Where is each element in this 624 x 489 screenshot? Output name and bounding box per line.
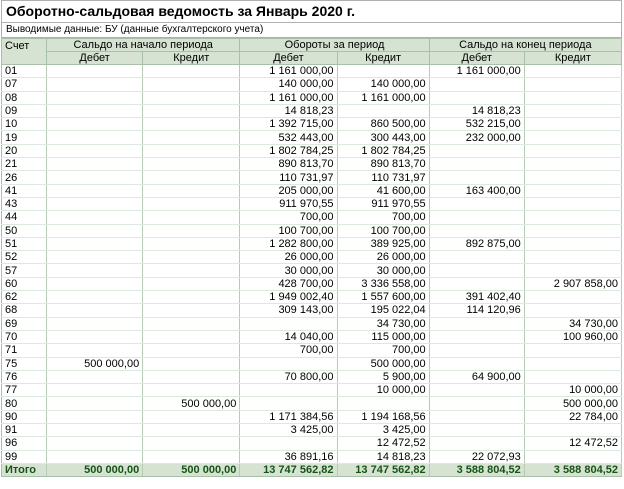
value-cell[interactable] bbox=[429, 211, 524, 224]
value-cell[interactable]: 12 472,52 bbox=[524, 437, 621, 450]
value-cell[interactable]: 532 215,00 bbox=[429, 118, 524, 131]
value-cell[interactable]: 140 000,00 bbox=[337, 78, 429, 91]
value-cell[interactable] bbox=[143, 424, 240, 437]
closing-credit-header: Кредит bbox=[524, 52, 621, 65]
table-row bbox=[2, 330, 622, 343]
account-cell[interactable]: 20 bbox=[2, 144, 47, 157]
table-row bbox=[2, 78, 622, 91]
table-row bbox=[2, 357, 622, 370]
turnover-debit-header: Дебет bbox=[240, 52, 337, 65]
account-cell[interactable]: 21 bbox=[2, 158, 47, 171]
value-cell[interactable]: 100 700,00 bbox=[240, 224, 337, 237]
value-cell[interactable]: 1 802 784,25 bbox=[240, 144, 337, 157]
value-cell[interactable] bbox=[524, 237, 621, 250]
table-row bbox=[2, 410, 622, 423]
value-cell[interactable] bbox=[143, 277, 240, 290]
value-cell[interactable] bbox=[143, 384, 240, 397]
value-cell[interactable] bbox=[143, 184, 240, 197]
opening-credit-header: Кредит bbox=[143, 52, 240, 65]
value-cell[interactable] bbox=[143, 211, 240, 224]
value-cell[interactable]: 22 784,00 bbox=[524, 410, 621, 423]
table-row bbox=[2, 184, 622, 197]
account-cell[interactable]: 43 bbox=[2, 197, 47, 210]
value-cell[interactable] bbox=[429, 437, 524, 450]
account-cell[interactable]: 51 bbox=[2, 237, 47, 250]
account-cell[interactable]: 08 bbox=[2, 91, 47, 104]
value-cell[interactable] bbox=[524, 78, 621, 91]
total-value-cell[interactable]: 500 000,00 bbox=[47, 463, 143, 476]
value-cell[interactable]: 700,00 bbox=[240, 211, 337, 224]
account-cell[interactable]: 68 bbox=[2, 304, 47, 317]
value-cell[interactable]: 64 900,00 bbox=[429, 370, 524, 383]
account-cell[interactable]: 90 bbox=[2, 410, 47, 423]
account-cell[interactable]: 76 bbox=[2, 370, 47, 383]
value-cell[interactable] bbox=[429, 357, 524, 370]
balance-sheet-report bbox=[1, 0, 622, 477]
value-cell[interactable] bbox=[47, 304, 143, 317]
value-cell[interactable]: 26 000,00 bbox=[337, 251, 429, 264]
value-cell[interactable] bbox=[143, 317, 240, 330]
value-cell[interactable]: 14 818,23 bbox=[240, 104, 337, 117]
value-cell[interactable]: 5 900,00 bbox=[337, 370, 429, 383]
value-cell[interactable] bbox=[143, 171, 240, 184]
table-row bbox=[2, 224, 622, 237]
value-cell[interactable]: 232 000,00 bbox=[429, 131, 524, 144]
table-row bbox=[2, 118, 622, 131]
total-label-cell[interactable]: Итого bbox=[2, 463, 47, 476]
value-cell[interactable] bbox=[47, 237, 143, 250]
account-cell[interactable]: 50 bbox=[2, 224, 47, 237]
value-cell[interactable] bbox=[429, 330, 524, 343]
value-cell[interactable]: 1 171 384,56 bbox=[240, 410, 337, 423]
closing-debit-header: Дебет bbox=[429, 52, 524, 65]
value-cell[interactable]: 100 700,00 bbox=[337, 224, 429, 237]
value-cell[interactable]: 532 443,00 bbox=[240, 131, 337, 144]
table-row bbox=[2, 304, 622, 317]
account-cell[interactable]: 01 bbox=[2, 65, 47, 78]
value-cell[interactable]: 34 730,00 bbox=[337, 317, 429, 330]
account-cell[interactable]: 07 bbox=[2, 78, 47, 91]
value-cell[interactable] bbox=[47, 277, 143, 290]
value-cell[interactable] bbox=[143, 330, 240, 343]
value-cell[interactable] bbox=[429, 424, 524, 437]
account-cell[interactable]: 52 bbox=[2, 251, 47, 264]
value-cell[interactable] bbox=[47, 211, 143, 224]
opening-balance-group-header: Сальдо на начало периода bbox=[47, 39, 240, 52]
value-cell[interactable] bbox=[47, 330, 143, 343]
account-cell[interactable]: 69 bbox=[2, 317, 47, 330]
table-row bbox=[2, 251, 622, 264]
value-cell[interactable] bbox=[47, 410, 143, 423]
value-cell[interactable]: 911 970,55 bbox=[337, 197, 429, 210]
table-row bbox=[2, 144, 622, 157]
value-cell[interactable] bbox=[524, 197, 621, 210]
total-value-cell[interactable]: 3 588 804,52 bbox=[429, 463, 524, 476]
value-cell[interactable] bbox=[47, 118, 143, 131]
value-cell[interactable]: 41 600,00 bbox=[337, 184, 429, 197]
opening-debit-header: Дебет bbox=[47, 52, 143, 65]
value-cell[interactable]: 1 949 002,40 bbox=[240, 291, 337, 304]
value-cell[interactable]: 3 336 558,00 bbox=[337, 277, 429, 290]
value-cell[interactable] bbox=[429, 410, 524, 423]
closing-balance-group-header: Сальдо на конец периода bbox=[429, 39, 621, 52]
value-cell[interactable] bbox=[240, 317, 337, 330]
table-row bbox=[2, 264, 622, 277]
value-cell[interactable] bbox=[524, 65, 621, 78]
value-cell[interactable]: 70 800,00 bbox=[240, 370, 337, 383]
value-cell[interactable] bbox=[524, 118, 621, 131]
value-cell[interactable] bbox=[143, 410, 240, 423]
table-row bbox=[2, 317, 622, 330]
account-cell[interactable]: 70 bbox=[2, 330, 47, 343]
value-cell[interactable] bbox=[429, 91, 524, 104]
value-cell[interactable] bbox=[47, 197, 143, 210]
value-cell[interactable] bbox=[47, 251, 143, 264]
report-subtitle: Выводимые данные: БУ (данные бухгалтерского учета) bbox=[1, 23, 622, 38]
account-cell[interactable]: 71 bbox=[2, 344, 47, 357]
value-cell[interactable]: 911 970,55 bbox=[240, 197, 337, 210]
value-cell[interactable]: 3 425,00 bbox=[240, 424, 337, 437]
table-row bbox=[2, 397, 622, 410]
value-cell[interactable]: 500 000,00 bbox=[524, 397, 621, 410]
value-cell[interactable]: 22 072,93 bbox=[429, 450, 524, 463]
value-cell[interactable] bbox=[47, 397, 143, 410]
value-cell[interactable] bbox=[47, 264, 143, 277]
value-cell[interactable] bbox=[337, 65, 429, 78]
value-cell[interactable]: 34 730,00 bbox=[524, 317, 621, 330]
value-cell[interactable] bbox=[143, 291, 240, 304]
value-cell[interactable] bbox=[240, 397, 337, 410]
value-cell[interactable] bbox=[47, 424, 143, 437]
value-cell[interactable] bbox=[524, 344, 621, 357]
value-cell[interactable]: 309 143,00 bbox=[240, 304, 337, 317]
total-row bbox=[2, 463, 622, 476]
value-cell[interactable]: 30 000,00 bbox=[240, 264, 337, 277]
table-row bbox=[2, 131, 622, 144]
total-value-cell[interactable]: 13 747 562,82 bbox=[240, 463, 337, 476]
value-cell[interactable] bbox=[143, 437, 240, 450]
value-cell[interactable] bbox=[143, 144, 240, 157]
table-row bbox=[2, 104, 622, 117]
table-row bbox=[2, 91, 622, 104]
account-cell[interactable]: 77 bbox=[2, 384, 47, 397]
value-cell[interactable]: 1 161 000,00 bbox=[429, 65, 524, 78]
value-cell[interactable] bbox=[47, 384, 143, 397]
account-cell[interactable]: 44 bbox=[2, 211, 47, 224]
value-cell[interactable]: 500 000,00 bbox=[143, 397, 240, 410]
account-column-header: Счет bbox=[2, 39, 47, 65]
value-cell[interactable] bbox=[524, 184, 621, 197]
value-cell[interactable] bbox=[143, 237, 240, 250]
value-cell[interactable]: 2 907 858,00 bbox=[524, 277, 621, 290]
value-cell[interactable] bbox=[429, 277, 524, 290]
value-cell[interactable] bbox=[524, 91, 621, 104]
account-cell[interactable]: 80 bbox=[2, 397, 47, 410]
value-cell[interactable]: 1 161 000,00 bbox=[240, 91, 337, 104]
value-cell[interactable]: 100 960,00 bbox=[524, 330, 621, 343]
value-cell[interactable] bbox=[524, 224, 621, 237]
value-cell[interactable]: 3 425,00 bbox=[337, 424, 429, 437]
account-cell[interactable]: 99 bbox=[2, 450, 47, 463]
table-row bbox=[2, 424, 622, 437]
value-cell[interactable] bbox=[429, 344, 524, 357]
value-cell[interactable]: 890 813,70 bbox=[240, 158, 337, 171]
value-cell[interactable] bbox=[240, 357, 337, 370]
value-cell[interactable]: 1 557 600,00 bbox=[337, 291, 429, 304]
value-cell[interactable]: 1 802 784,25 bbox=[337, 144, 429, 157]
account-cell[interactable]: 60 bbox=[2, 277, 47, 290]
value-cell[interactable] bbox=[47, 91, 143, 104]
value-cell[interactable] bbox=[47, 344, 143, 357]
value-cell[interactable]: 10 000,00 bbox=[337, 384, 429, 397]
value-cell[interactable]: 389 925,00 bbox=[337, 237, 429, 250]
value-cell[interactable] bbox=[47, 317, 143, 330]
value-cell[interactable] bbox=[429, 78, 524, 91]
value-cell[interactable]: 26 000,00 bbox=[240, 251, 337, 264]
value-cell[interactable] bbox=[143, 357, 240, 370]
value-cell[interactable]: 1 161 000,00 bbox=[337, 91, 429, 104]
value-cell[interactable]: 892 875,00 bbox=[429, 237, 524, 250]
value-cell[interactable] bbox=[337, 104, 429, 117]
value-cell[interactable]: 428 700,00 bbox=[240, 277, 337, 290]
table-row bbox=[2, 344, 622, 357]
table-row bbox=[2, 437, 622, 450]
table-row bbox=[2, 277, 622, 290]
value-cell[interactable]: 500 000,00 bbox=[337, 357, 429, 370]
value-cell[interactable] bbox=[47, 171, 143, 184]
account-cell[interactable]: 10 bbox=[2, 118, 47, 131]
value-cell[interactable]: 500 000,00 bbox=[47, 357, 143, 370]
total-value-cell[interactable]: 500 000,00 bbox=[143, 463, 240, 476]
value-cell[interactable]: 205 000,00 bbox=[240, 184, 337, 197]
value-cell[interactable] bbox=[47, 131, 143, 144]
table-row bbox=[2, 370, 622, 383]
turnover-group-header: Обороты за период bbox=[240, 39, 429, 52]
balance-table bbox=[1, 38, 622, 477]
value-cell[interactable] bbox=[47, 104, 143, 117]
value-cell[interactable]: 195 022,04 bbox=[337, 304, 429, 317]
value-cell[interactable]: 14 040,00 bbox=[240, 330, 337, 343]
value-cell[interactable] bbox=[429, 158, 524, 171]
table-row bbox=[2, 197, 622, 210]
account-cell[interactable]: 09 bbox=[2, 104, 47, 117]
account-cell[interactable]: 19 bbox=[2, 131, 47, 144]
table-row bbox=[2, 291, 622, 304]
value-cell[interactable]: 114 120,96 bbox=[429, 304, 524, 317]
value-cell[interactable] bbox=[524, 251, 621, 264]
value-cell[interactable] bbox=[47, 370, 143, 383]
value-cell[interactable] bbox=[143, 131, 240, 144]
value-cell[interactable] bbox=[240, 384, 337, 397]
value-cell[interactable]: 10 000,00 bbox=[524, 384, 621, 397]
value-cell[interactable]: 1 392 715,00 bbox=[240, 118, 337, 131]
value-cell[interactable] bbox=[429, 197, 524, 210]
value-cell[interactable]: 700,00 bbox=[240, 344, 337, 357]
value-cell[interactable]: 890 813,70 bbox=[337, 158, 429, 171]
value-cell[interactable] bbox=[47, 144, 143, 157]
value-cell[interactable]: 1 194 168,56 bbox=[337, 410, 429, 423]
value-cell[interactable] bbox=[524, 357, 621, 370]
value-cell[interactable] bbox=[143, 344, 240, 357]
turnover-credit-header: Кредит bbox=[337, 52, 429, 65]
value-cell[interactable] bbox=[524, 131, 621, 144]
value-cell[interactable]: 140 000,00 bbox=[240, 78, 337, 91]
value-cell[interactable] bbox=[143, 370, 240, 383]
table-row bbox=[2, 450, 622, 463]
value-cell[interactable] bbox=[524, 144, 621, 157]
value-cell[interactable]: 1 161 000,00 bbox=[240, 65, 337, 78]
value-cell[interactable] bbox=[143, 197, 240, 210]
report-title: Оборотно-сальдовая ведомость за Январь 2020 г. bbox=[1, 0, 622, 23]
total-value-cell[interactable]: 3 588 804,52 bbox=[524, 463, 621, 476]
value-cell[interactable] bbox=[47, 291, 143, 304]
value-cell[interactable] bbox=[429, 144, 524, 157]
value-cell[interactable] bbox=[524, 158, 621, 171]
value-cell[interactable] bbox=[143, 224, 240, 237]
account-cell[interactable]: 26 bbox=[2, 171, 47, 184]
table-row bbox=[2, 384, 622, 397]
value-cell[interactable]: 700,00 bbox=[337, 211, 429, 224]
account-cell[interactable]: 62 bbox=[2, 291, 47, 304]
value-cell[interactable]: 163 400,00 bbox=[429, 184, 524, 197]
table-header bbox=[2, 39, 622, 65]
value-cell[interactable] bbox=[524, 304, 621, 317]
value-cell[interactable]: 300 443,00 bbox=[337, 131, 429, 144]
value-cell[interactable] bbox=[429, 264, 524, 277]
value-cell[interactable]: 110 731,97 bbox=[337, 171, 429, 184]
value-cell[interactable] bbox=[429, 171, 524, 184]
value-cell[interactable] bbox=[429, 384, 524, 397]
value-cell[interactable] bbox=[143, 304, 240, 317]
value-cell[interactable] bbox=[524, 424, 621, 437]
value-cell[interactable]: 30 000,00 bbox=[337, 264, 429, 277]
value-cell[interactable] bbox=[524, 104, 621, 117]
value-cell[interactable] bbox=[524, 171, 621, 184]
value-cell[interactable]: 14 818,23 bbox=[429, 104, 524, 117]
account-cell[interactable]: 75 bbox=[2, 357, 47, 370]
value-cell[interactable]: 110 731,97 bbox=[240, 171, 337, 184]
value-cell[interactable]: 700,00 bbox=[337, 344, 429, 357]
table-row bbox=[2, 237, 622, 250]
group-header-row bbox=[2, 39, 622, 52]
account-cell[interactable]: 91 bbox=[2, 424, 47, 437]
value-cell[interactable] bbox=[337, 397, 429, 410]
value-cell[interactable]: 860 500,00 bbox=[337, 118, 429, 131]
value-cell[interactable] bbox=[47, 65, 143, 78]
table-row bbox=[2, 211, 622, 224]
value-cell[interactable] bbox=[429, 251, 524, 264]
value-cell[interactable]: 391 402,40 bbox=[429, 291, 524, 304]
value-cell[interactable] bbox=[429, 397, 524, 410]
value-cell[interactable] bbox=[143, 104, 240, 117]
value-cell[interactable] bbox=[143, 65, 240, 78]
value-cell[interactable] bbox=[143, 264, 240, 277]
sub-header-row bbox=[2, 52, 622, 65]
account-cell[interactable]: 96 bbox=[2, 437, 47, 450]
table-row bbox=[2, 171, 622, 184]
value-cell[interactable] bbox=[47, 184, 143, 197]
value-cell[interactable] bbox=[143, 78, 240, 91]
value-cell[interactable] bbox=[143, 450, 240, 463]
value-cell[interactable]: 115 000,00 bbox=[337, 330, 429, 343]
value-cell[interactable] bbox=[429, 224, 524, 237]
total-value-cell[interactable]: 13 747 562,82 bbox=[337, 463, 429, 476]
value-cell[interactable] bbox=[240, 437, 337, 450]
account-cell[interactable]: 41 bbox=[2, 184, 47, 197]
value-cell[interactable] bbox=[524, 264, 621, 277]
value-cell[interactable] bbox=[47, 437, 143, 450]
value-cell[interactable]: 1 282 800,00 bbox=[240, 237, 337, 250]
value-cell[interactable] bbox=[429, 317, 524, 330]
value-cell[interactable] bbox=[47, 78, 143, 91]
table-body bbox=[2, 65, 622, 477]
value-cell[interactable]: 14 818,23 bbox=[337, 450, 429, 463]
table-row bbox=[2, 65, 622, 78]
value-cell[interactable] bbox=[47, 224, 143, 237]
value-cell[interactable] bbox=[143, 158, 240, 171]
value-cell[interactable] bbox=[524, 291, 621, 304]
value-cell[interactable] bbox=[524, 211, 621, 224]
value-cell[interactable] bbox=[143, 91, 240, 104]
value-cell[interactable] bbox=[524, 450, 621, 463]
value-cell[interactable]: 36 891,16 bbox=[240, 450, 337, 463]
account-cell[interactable]: 57 bbox=[2, 264, 47, 277]
value-cell[interactable] bbox=[524, 370, 621, 383]
value-cell[interactable] bbox=[47, 158, 143, 171]
value-cell[interactable] bbox=[143, 118, 240, 131]
table-row bbox=[2, 158, 622, 171]
value-cell[interactable] bbox=[143, 251, 240, 264]
value-cell[interactable] bbox=[47, 450, 143, 463]
value-cell[interactable]: 12 472,52 bbox=[337, 437, 429, 450]
